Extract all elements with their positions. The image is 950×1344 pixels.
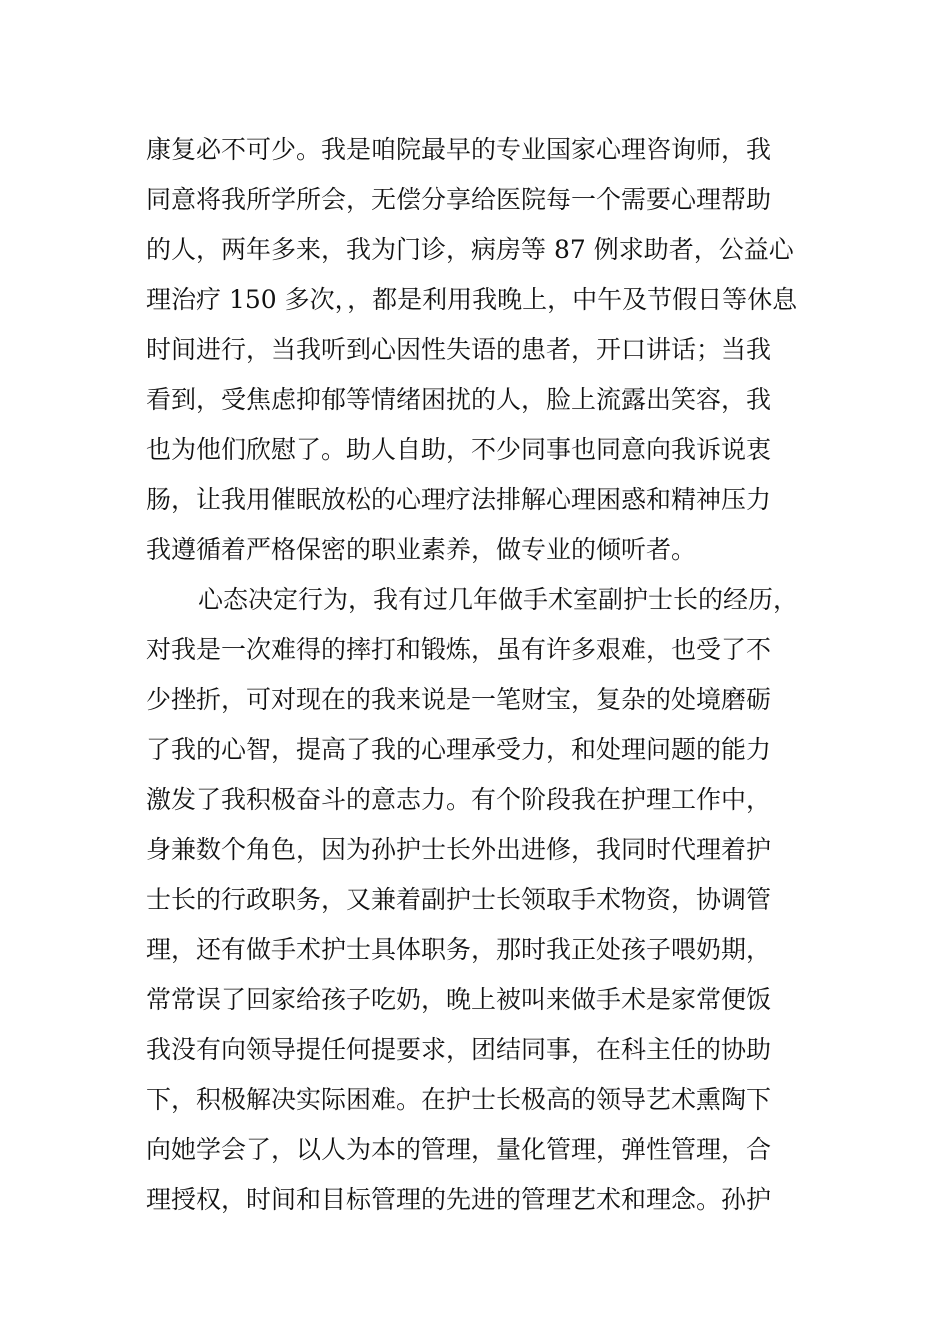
text-line: 常常误了回家给孩子吃奶，晚上被叫来做手术是家常便饭 xyxy=(146,985,772,1014)
text-line: 了我的心智，提高了我的心理承受力，和处理问题的能力 xyxy=(146,735,772,764)
text-line: 康复必不可少。我是咱院最早的专业国家心理咨询师，我 xyxy=(146,135,772,164)
text-line: 我没有向领导提任何提要求，团结同事，在科主任的协助 xyxy=(146,1035,772,1064)
text-line: 激发了我积极奋斗的意志力。有个阶段我在护理工作中， xyxy=(146,785,772,814)
text-line: 看到，受焦虑抑郁等情绪困扰的人，脸上流露出笑容，我 xyxy=(146,385,772,414)
text-line: 理授权，时间和目标管理的先进的管理艺术和理念。孙护 xyxy=(146,1185,772,1214)
text-line: 理治疗 150 多次，，都是利用我晚上，中午及节假日等休息 xyxy=(146,285,798,314)
text-line: 也为他们欣慰了。助人自助，不少同事也同意向我诉说衷 xyxy=(146,435,772,464)
paragraph-start-line: 心态决定行为，我有过几年做手术室副护士长的经历， xyxy=(198,585,799,614)
text-line: 理，还有做手术护士具体职务，那时我正处孩子喂奶期， xyxy=(146,935,772,964)
text-line: 对我是一次难得的摔打和锻炼，虽有许多艰难，也受了不 xyxy=(146,635,772,664)
text-line: 的人，两年多来，我为门诊，病房等 87 例求助者，公益心 xyxy=(146,235,794,264)
text-line: 少挫折，可对现在的我来说是一笔财宝，复杂的处境磨砺 xyxy=(146,685,772,714)
text-line: 向她学会了，以人为本的管理，量化管理，弹性管理，合 xyxy=(146,1135,772,1164)
text-line: 同意将我所学所会，无偿分享给医院每一个需要心理帮助 xyxy=(146,185,772,214)
text-line: 士长的行政职务，又兼着副护士长领取手术物资，协调管 xyxy=(146,885,772,914)
text-line: 时间进行，当我听到心因性失语的患者，开口讲话；当我 xyxy=(146,335,772,364)
text-line: 我遵循着严格保密的职业素养，做专业的倾听者。 xyxy=(146,535,697,564)
text-line: 肠，让我用催眠放松的心理疗法排解心理困惑和精神压力 xyxy=(146,485,772,514)
text-line: 身兼数个角色，因为孙护士长外出进修，我同时代理着护 xyxy=(146,835,772,864)
text-line: 下，积极解决实际困难。在护士长极高的领导艺术熏陶下 xyxy=(146,1085,772,1114)
